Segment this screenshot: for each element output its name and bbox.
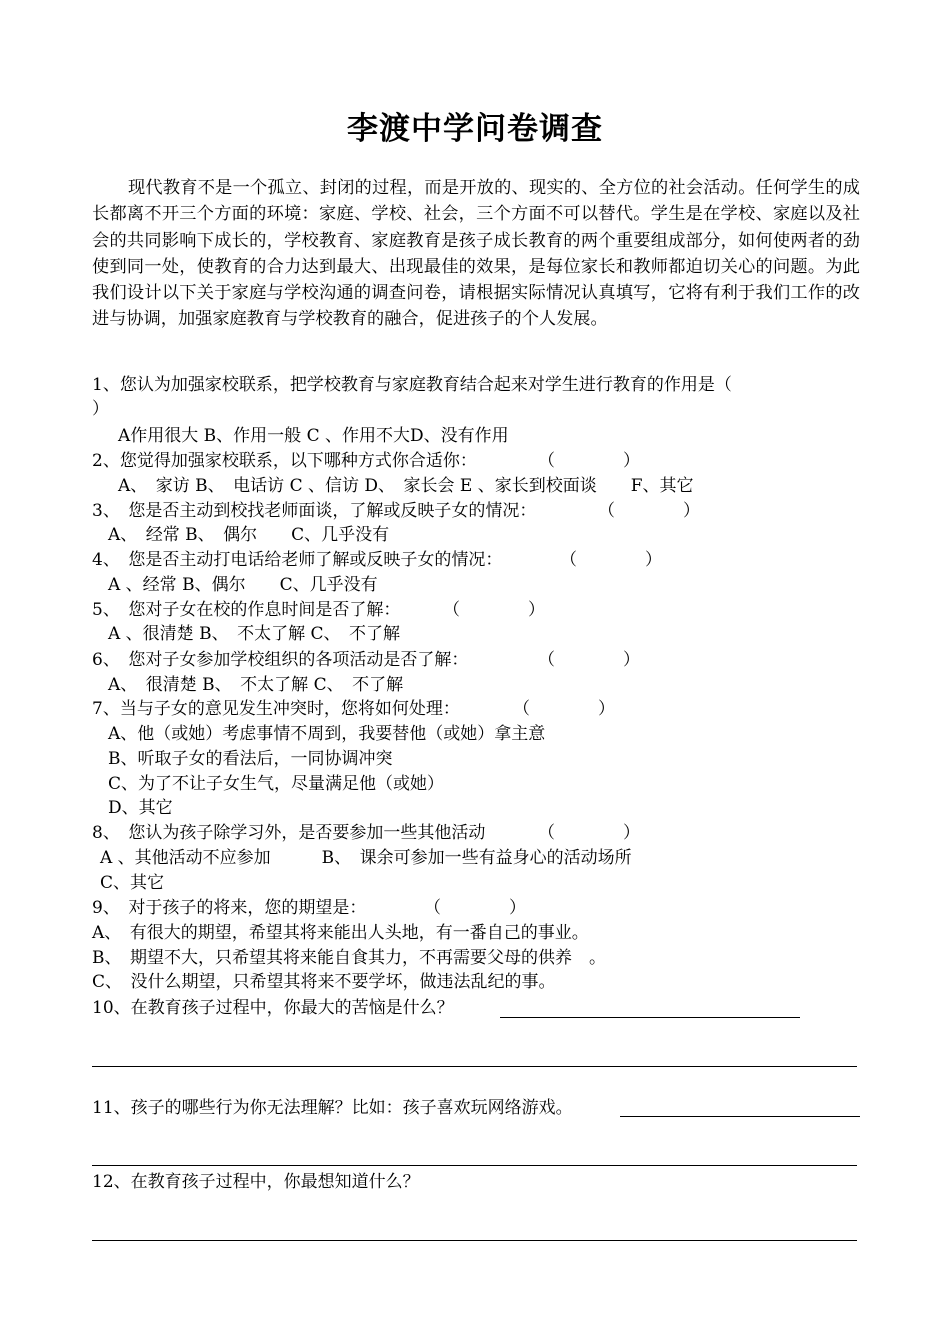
question-9-option-a: A、 有很大的期望，希望其将来能出人头地，有一番自己的事业。 [92, 923, 589, 943]
question-11: 11、孩子的哪些行为你无法理解？比如：孩子喜欢玩网络游戏。 [92, 1098, 573, 1118]
question-5-options: A 、很清楚 B、 不太了解 C、 不了解 [108, 624, 400, 644]
question-12-answer-line[interactable] [92, 1240, 857, 1241]
question-2-options: A、 家访 B、 电话访 C 、信访 D、 家长会 E 、家长到校面谈 F、其它 [118, 476, 694, 496]
question-1: 1、您认为加强家校联系，把学校教育与家庭教育结合起来对学生进行教育的作用是（ [92, 375, 732, 395]
question-11-answer-line-1[interactable] [620, 1116, 860, 1117]
question-8-option-ab: A 、其他活动不应参加 B、 课余可参加一些有益身心的活动场所 [100, 848, 632, 868]
question-3-answer-blank[interactable]: （ ） [598, 501, 700, 521]
question-9-answer-blank[interactable]: （ ） [424, 898, 526, 918]
question-1-options: A作用很大 B、作用一般 C 、作用不大D、没有作用 [118, 426, 509, 446]
question-9-option-c: C、 没什么期望，只希望其将来不要学坏，做违法乱纪的事。 [92, 972, 556, 992]
question-9: 9、 对于孩子的将来，您的期望是： [92, 898, 367, 918]
question-4: 4、 您是否主动打电话给老师了解或反映子女的情况： [92, 550, 503, 570]
question-7-option-b: B、听取子女的看法后，一同协调冲突 [108, 749, 393, 769]
question-6-options: A、 很清楚 B、 不太了解 C、 不了解 [108, 675, 404, 695]
question-1-paren-close: ） [92, 399, 109, 419]
question-4-options: A 、经常 B、偶尔 C、几乎没有 [108, 575, 378, 595]
question-10-answer-line-2[interactable] [92, 1066, 857, 1067]
question-10-answer-line-1[interactable] [500, 1017, 800, 1018]
question-7-answer-blank[interactable]: （ ） [513, 699, 615, 719]
question-7-option-c: C、为了不让子女生气，尽量满足他（或她） [108, 774, 445, 794]
question-6-answer-blank[interactable]: （ ） [538, 650, 640, 670]
question-5: 5、 您对子女在校的作息时间是否了解： [92, 600, 401, 620]
question-12: 12、在教育孩子过程中，你最想知道什么？ [92, 1172, 420, 1192]
question-7: 7、当与子女的意见发生冲突时，您将如何处理： [92, 699, 460, 719]
question-3-options: A、 经常 B、 偶尔 C、几乎没有 [108, 525, 390, 545]
question-7-option-a: A、他（或她）考虑事情不周到，我要替他（或她）拿主意 [108, 724, 546, 744]
question-7-option-d: D、其它 [108, 798, 173, 818]
question-9-option-b: B、 期望不大，只希望其将来能自食其力，不再需要父母的供养 。 [92, 948, 606, 968]
intro-paragraph: 现代教育不是一个孤立、封闭的过程，而是开放的、现实的、全方位的社会活动。任何学生的成长都离不开三个方面的环境：家庭、学校、社会，三个方面不可以替代。学生是在学校、家庭以及社会的共同影响下成长的，学校教育、家庭教育是孩子成长教育的两个重要组成部分，如何使两者的劲使到同一处，使教育的合力达到最大、出现最佳的效果，是每位家长和教师都迫切关心的问题。为此我们设计以下关于家庭与学校沟通的调查问卷，请根据实际情况认真填写，它将有利于我们工作的改进与协调，加强家庭教育与学校教育的融合，促进孩子的个人发展。 [92, 178, 860, 330]
question-2: 2、您觉得加强家校联系，以下哪种方式你合适你： [92, 451, 477, 471]
question-2-answer-blank[interactable]: （ ） [538, 451, 640, 471]
question-8: 8、 您认为孩子除学习外，是否要参加一些其他活动 [92, 823, 486, 843]
question-8-option-c: C、其它 [100, 873, 165, 893]
question-10: 10、在教育孩子过程中，你最大的苦恼是什么？ [92, 998, 454, 1018]
question-8-answer-blank[interactable]: （ ） [538, 823, 640, 843]
question-4-answer-blank[interactable]: （ ） [560, 550, 662, 570]
page-title: 李渡中学问卷调查 [347, 111, 603, 147]
question-6: 6、 您对子女参加学校组织的各项活动是否了解： [92, 650, 469, 670]
question-5-answer-blank[interactable]: （ ） [443, 600, 545, 620]
question-11-answer-line-2[interactable] [92, 1165, 857, 1166]
question-3: 3、 您是否主动到校找老师面谈，了解或反映子女的情况： [92, 501, 537, 521]
